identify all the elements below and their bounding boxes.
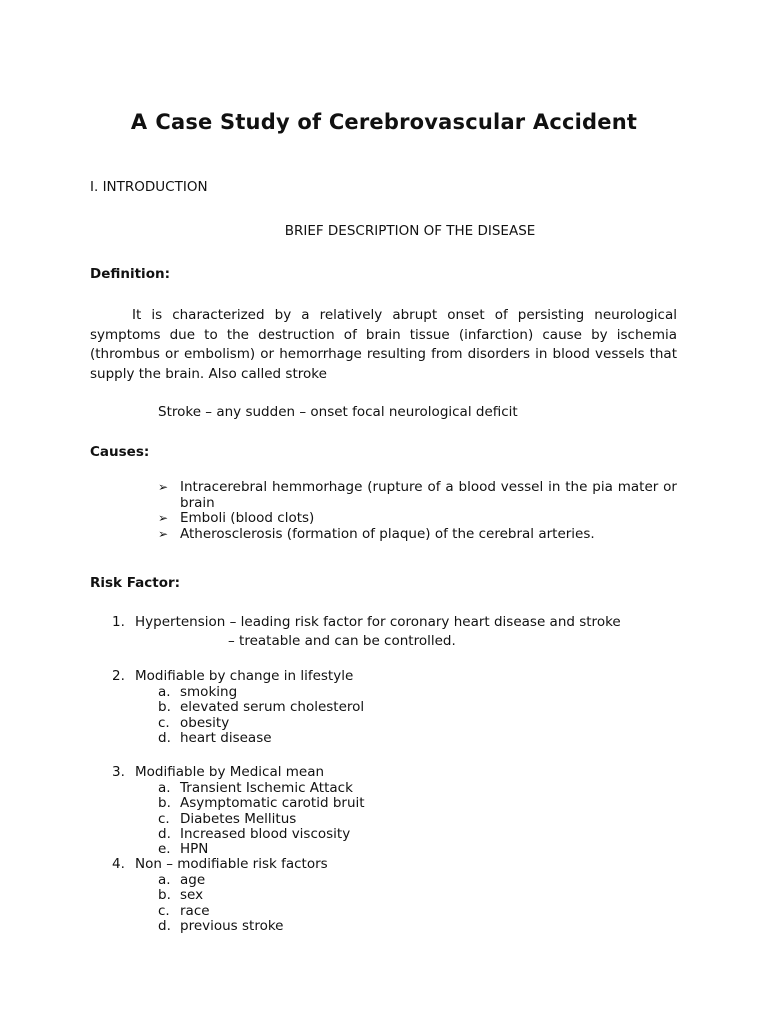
risk-item-text: Hypertension – leading risk factor for coronary heart disease and stroke xyxy=(135,614,621,630)
subitem-text: smoking xyxy=(180,684,238,700)
risk-subitem xyxy=(158,812,458,827)
subitem-letter: e. xyxy=(158,841,171,858)
risk-subitem xyxy=(158,700,458,715)
subitem-letter: b. xyxy=(158,795,171,812)
risk-item xyxy=(112,615,677,631)
title-part-1: A xyxy=(130,110,148,134)
risk-item xyxy=(112,765,677,781)
risk-item-number: 1. xyxy=(112,614,125,630)
subitem-text: Transient Ischemic Attack xyxy=(180,780,353,796)
risk-subitem xyxy=(158,873,458,888)
subitem-text: Asymptomatic carotid bruit xyxy=(180,795,365,812)
subitem-text: heart disease xyxy=(180,729,272,746)
risk-item-number: 4. xyxy=(112,856,125,872)
stroke-definition-line: Stroke – any sudden – onset focal neurological deficit xyxy=(158,404,518,420)
title-part-2: Case Study of Cerebrovascular Accident xyxy=(155,110,638,134)
definition-heading: Definition: xyxy=(90,266,170,282)
subitem-letter: b. xyxy=(158,699,171,716)
causes-item xyxy=(158,480,677,511)
subitem-text: obesity xyxy=(180,714,230,731)
risk-item-text: Modifiable by change in lifestyle xyxy=(135,668,354,684)
section-heading-introduction: I. INTRODUCTION xyxy=(90,179,208,195)
risk-subitem xyxy=(158,731,458,746)
arrow-bullet-icon: ➢ xyxy=(158,511,169,525)
causes-item xyxy=(158,511,677,527)
risk-subitem xyxy=(158,716,458,731)
subitem-text: HPN xyxy=(180,841,209,858)
causes-item-text: Atherosclerosis (formation of plaque) of the cerebral arteries. xyxy=(180,525,595,542)
risk-subitem xyxy=(158,827,458,842)
definition-text: It is characterized by a relatively abrupt onset of persisting neurological symptoms due to the destruction of brain tissue (infarction) cause by ischemia (thrombus or embolism) or hemorrhage resulting from disorders in blood vessels that supply the brain. Also called stroke xyxy=(90,307,677,382)
subitem-letter: a. xyxy=(158,684,171,700)
risk-subitem xyxy=(158,904,458,919)
subitem-letter: d. xyxy=(158,729,171,746)
subitem-letter: b. xyxy=(158,887,171,904)
subitem-text: elevated serum cholesterol xyxy=(180,699,365,716)
document-title xyxy=(0,109,768,135)
risk-subitem xyxy=(158,781,458,796)
arrow-bullet-icon: ➢ xyxy=(158,526,169,541)
risk-sublist xyxy=(158,685,458,746)
risk-item-continuation: – treatable and can be controlled. xyxy=(228,633,456,649)
subitem-text: previous stroke xyxy=(180,917,284,934)
subitem-letter: c. xyxy=(158,810,170,827)
causes-list xyxy=(158,480,677,542)
risk-item xyxy=(112,669,677,685)
subitem-text: age xyxy=(180,872,206,888)
risk-item xyxy=(112,857,677,873)
causes-heading: Causes: xyxy=(90,444,150,460)
arrow-bullet-icon: ➢ xyxy=(158,480,169,494)
risk-factor-heading: Risk Factor: xyxy=(90,575,181,591)
subheading-brief-description: BRIEF DESCRIPTION OF THE DISEASE xyxy=(284,223,536,239)
risk-item-text: Non – modifiable risk factors xyxy=(135,856,328,872)
risk-item-number: 3. xyxy=(112,764,125,780)
subitem-text: Increased blood viscosity xyxy=(180,825,351,842)
subitem-letter: c. xyxy=(158,902,170,919)
causes-item-text: Intracerebral hemmorhage (rupture of a blood vessel in the pia mater or brain xyxy=(180,479,677,511)
risk-subitem xyxy=(158,888,458,903)
risk-subitem xyxy=(158,685,458,700)
risk-subitem xyxy=(158,919,458,934)
subitem-letter: c. xyxy=(158,714,170,731)
risk-subitem xyxy=(158,796,458,811)
definition-paragraph xyxy=(90,306,677,384)
risk-sublist xyxy=(158,781,458,857)
subitem-letter: a. xyxy=(158,780,171,796)
risk-item-number: 2. xyxy=(112,668,125,684)
causes-item-text: Emboli (blood clots) xyxy=(180,510,315,526)
subitem-text: race xyxy=(180,902,210,919)
subitem-text: sex xyxy=(180,887,204,904)
risk-item-text: Modifiable by Medical mean xyxy=(135,764,325,780)
subitem-letter: d. xyxy=(158,917,171,934)
subitem-letter: a. xyxy=(158,872,171,888)
risk-sublist xyxy=(158,873,458,934)
causes-item xyxy=(158,527,677,543)
subitem-text: Diabetes Mellitus xyxy=(180,810,297,827)
subitem-letter: d. xyxy=(158,825,171,842)
